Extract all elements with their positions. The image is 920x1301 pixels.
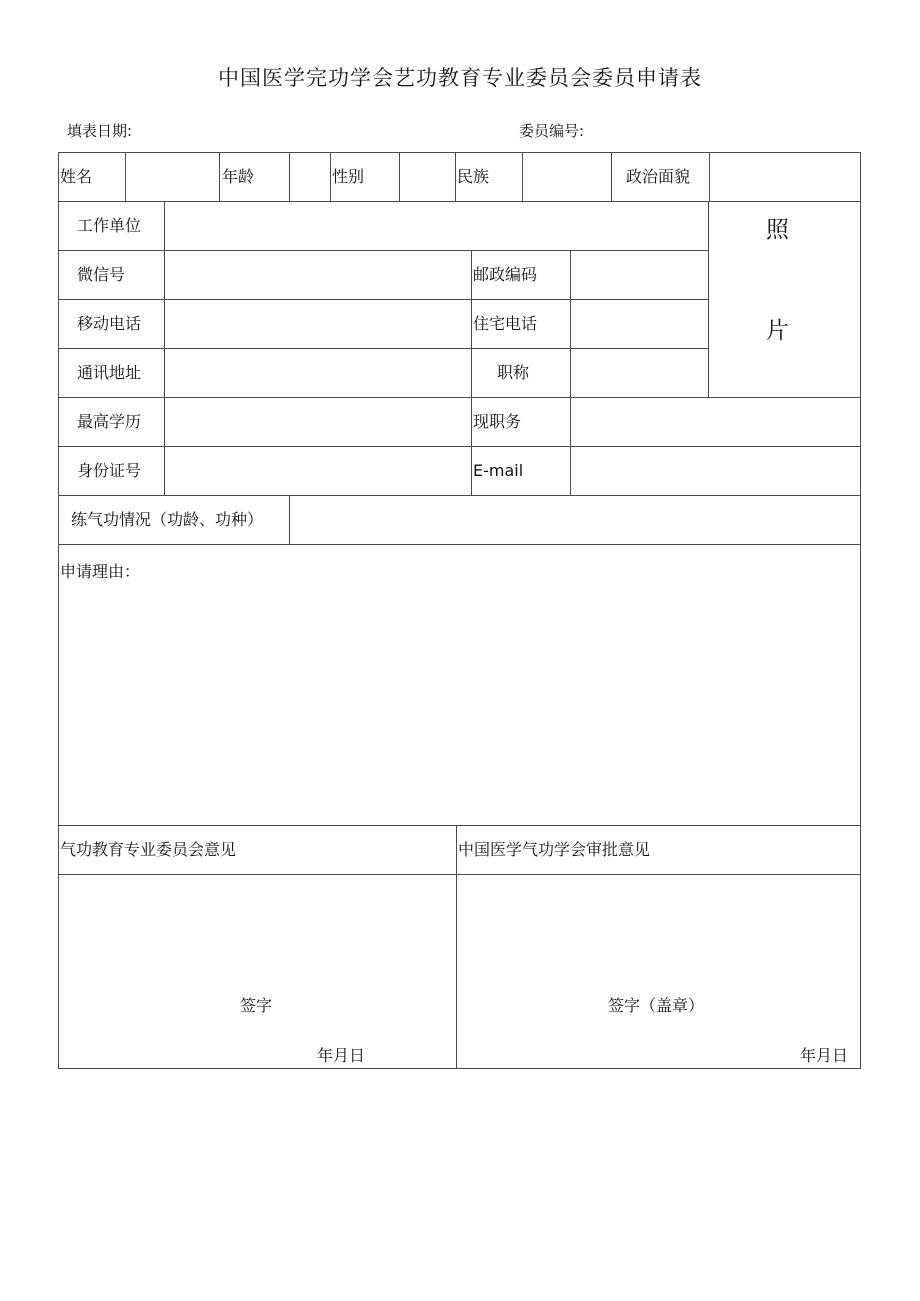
reason-field[interactable]	[59, 587, 860, 825]
gender-label: 性别	[332, 167, 365, 186]
ethnicity-field[interactable]	[523, 153, 611, 201]
email-field[interactable]	[571, 447, 860, 495]
table-rule-row9	[58, 825, 861, 826]
middle-label-divider	[471, 250, 472, 496]
society-opinion-label: 中国医学气功学会审批意见	[458, 840, 651, 859]
reason-label: 申请理由：	[60, 562, 141, 581]
political-status-label: 政治面貌	[626, 167, 691, 186]
committee-signature-label: 签字	[240, 996, 273, 1015]
qigong-label: 练气功情况（功龄、功种）	[71, 510, 264, 529]
wechat-label: 微信号	[77, 265, 126, 284]
home-phone-field[interactable]	[571, 300, 708, 348]
id-number-field[interactable]	[165, 447, 471, 495]
postal-code-label: 邮政编码	[473, 265, 538, 284]
title-field[interactable]	[571, 349, 708, 397]
committee-opinion-field[interactable]	[59, 875, 456, 1068]
wechat-field[interactable]	[165, 251, 471, 299]
row1-divider-4	[330, 152, 331, 202]
mobile-label: 移动电话	[77, 314, 142, 333]
age-label: 年龄	[222, 167, 255, 186]
age-field[interactable]	[290, 153, 330, 201]
row1-divider-6	[455, 152, 456, 202]
address-label: 通讯地址	[77, 363, 142, 382]
application-form-table	[58, 152, 861, 1068]
society-opinion-field[interactable]	[457, 875, 860, 1068]
education-field[interactable]	[165, 398, 471, 446]
committee-date-label: 年月日	[317, 1046, 366, 1065]
photo-label-bottom: 片	[766, 318, 789, 344]
row1-divider-2	[219, 152, 220, 202]
table-border-right	[860, 152, 861, 1069]
fill-date-label: 填表日期:	[67, 122, 133, 140]
current-position-label: 现职务	[473, 412, 522, 431]
name-field[interactable]	[126, 153, 219, 201]
address-field[interactable]	[165, 349, 471, 397]
title-label: 职称	[497, 363, 530, 382]
qigong-field[interactable]	[290, 496, 860, 544]
table-border-bottom	[58, 1068, 861, 1069]
email-label: E-mail	[473, 461, 524, 480]
photo-divider	[708, 201, 709, 398]
mobile-field[interactable]	[165, 300, 471, 348]
member-number-label: 委员编号:	[519, 122, 585, 140]
work-unit-field[interactable]	[165, 202, 708, 250]
table-rule-row8	[58, 544, 861, 545]
education-label: 最高学历	[77, 412, 142, 431]
ethnicity-label: 民族	[457, 167, 490, 186]
society-signature-label: 签字（盖章）	[608, 996, 705, 1015]
postal-code-field[interactable]	[571, 251, 708, 299]
society-date-label: 年月日	[800, 1046, 849, 1065]
work-unit-label: 工作单位	[77, 216, 142, 235]
political-status-field[interactable]	[710, 153, 860, 201]
photo-label-top: 照	[766, 217, 789, 243]
committee-opinion-label: 气功教育专业委员会意见	[60, 840, 237, 859]
gender-field[interactable]	[400, 153, 455, 201]
row1-divider-8	[611, 152, 612, 202]
current-position-field[interactable]	[571, 398, 860, 446]
form-title: 中国医学完功学会艺功教育专业委员会委员申请表	[218, 66, 702, 90]
name-label: 姓名	[60, 167, 93, 186]
home-phone-label: 住宅电话	[473, 314, 538, 333]
id-number-label: 身份证号	[77, 461, 142, 480]
